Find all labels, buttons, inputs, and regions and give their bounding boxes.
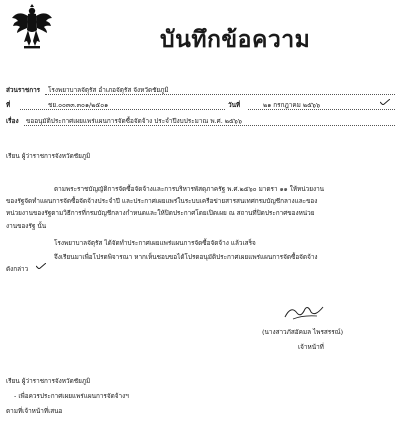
footer-item: - เพื่อควรประกาศเผยแพร่แผนการจัดจ้างฯ bbox=[14, 392, 129, 400]
check-mark-icon bbox=[380, 99, 390, 105]
agency-value: โรงพยาบาลจัตุรัส อำเภอจัตุรัส จังหวัดชัยภูมิ bbox=[48, 86, 169, 94]
paragraph-line: งานของรัฐ นั้น bbox=[6, 222, 47, 230]
ref-value: ชย.๐๐๓๓.๓๐๑/๒๕๐๑ bbox=[48, 101, 109, 109]
ref-label: ที่ bbox=[6, 101, 11, 109]
ref-dotted-line bbox=[20, 109, 225, 110]
signer-name: (นางสาวภัสอัคมล ไพรสรรณ์) bbox=[262, 328, 344, 336]
paragraph-line: หน่วยงานของรัฐตามวิธีการที่กรมบัญชีกลางกำหนดและให้ปิดประกาศโดยเปิดเผย ณ สถานที่ปิดประกาศของหน่วย bbox=[6, 209, 315, 217]
garuda-emblem-icon bbox=[10, 4, 54, 50]
subject-label: เรื่อง bbox=[6, 117, 19, 125]
paragraph-line: จึงเรียนมาเพื่อโปรดพิจารณา หากเห็นชอบขอได้โปรดอนุมัติประกาศเผยแพร่แผนการจัดซื้อจัดจ้าง bbox=[54, 253, 318, 261]
footer-approve: ตามที่เจ้าหน้าที่เสนอ bbox=[6, 407, 63, 415]
paragraph-line: ของรัฐจัดทำแผนการจัดซื้อจัดจ้างประจำปี และประกาศเผยแพร่ในระบบเครือข่ายสารสนเทศกรมบัญชีกลางและของ bbox=[6, 197, 318, 205]
agency-label: ส่วนราชการ bbox=[6, 86, 41, 94]
date-label: วันที่ bbox=[228, 101, 241, 109]
paragraph-line: โรงพยาบาลจัตุรัส ได้จัดทำประกาศเผยแพร่แผนการจัดซื้อจัดจ้าง แล้วเสร็จ bbox=[54, 239, 256, 247]
check-mark-icon bbox=[36, 263, 46, 269]
date-value: ๒๑ กรกฎาคม ๒๕๖๖ bbox=[263, 101, 321, 109]
date-dotted-line bbox=[248, 109, 395, 110]
footer-to: เรียน ผู้ว่าราชการจังหวัดชัยภูมิ bbox=[6, 377, 91, 385]
subject-value: ขออนุมัติประกาศเผยแพร่แผนการจัดซื้อจัดจ้าง ประจำปีงบประมาณ พ.ศ. ๒๕๖๖ bbox=[26, 117, 242, 125]
paragraph-line: ตามพระราชบัญญัติการจัดซื้อจัดจ้างและการบริหารพัสดุภาครัฐ พ.ศ.๒๕๖๐ มาตรา ๑๑ ให้หน่วยงาน bbox=[54, 185, 325, 193]
salutation: เรียน ผู้ว่าราชการจังหวัดชัยภูมิ bbox=[6, 152, 91, 160]
page-title: บันทึกข้อความ bbox=[160, 27, 311, 53]
handwritten-signature bbox=[283, 303, 325, 321]
signer-position: เจ้าหน้าที่ bbox=[298, 343, 324, 351]
subject-dotted-line bbox=[24, 125, 395, 126]
paragraph-line: ดังกล่าว bbox=[6, 265, 29, 273]
agency-dotted-line bbox=[45, 94, 395, 95]
